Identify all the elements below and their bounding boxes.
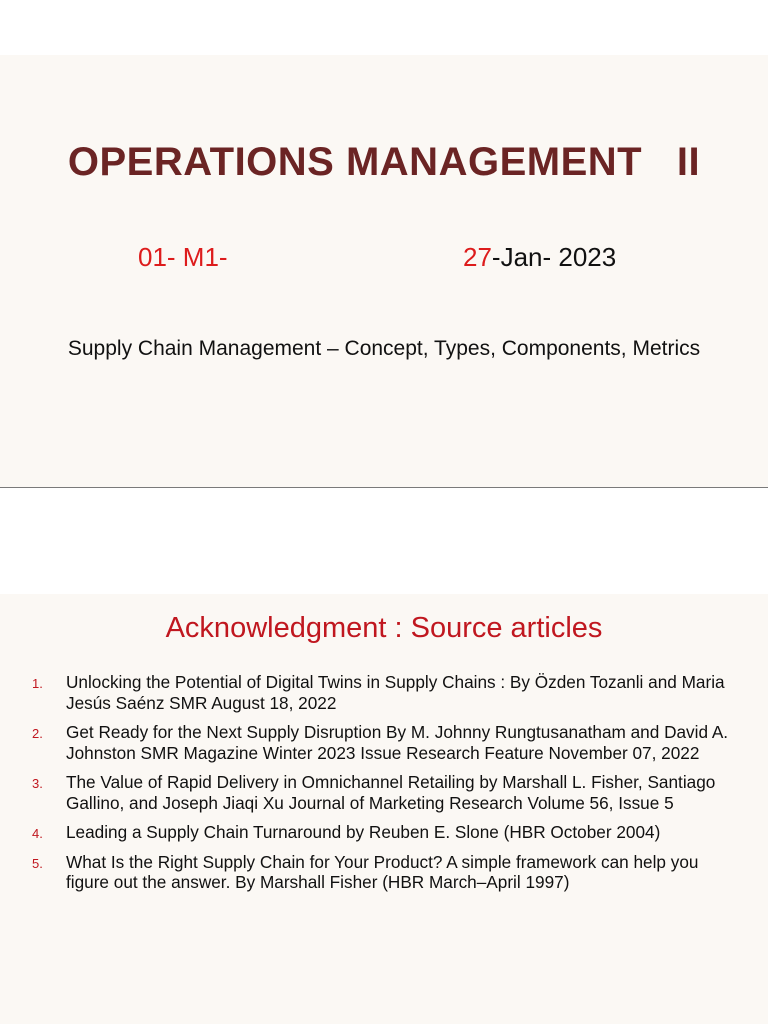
slide-acknowledgment bbox=[0, 594, 768, 1024]
reference-text: Unlocking the Potential of Digital Twins in Supply Chains : By Özden Tozanli and Maria Jesús Saénz SMR August 18, 2022 bbox=[66, 672, 725, 713]
reference-text: What Is the Right Supply Chain for Your Product? A simple framework can help you figure out the answer. By Marshall Fisher (HBR March–April 1997) bbox=[66, 851, 699, 892]
session-date bbox=[463, 242, 616, 273]
acknowledgment-heading: Acknowledgment : Source articles bbox=[165, 612, 603, 644]
date-month-year: -Jan- 2023 bbox=[491, 242, 617, 272]
reference-number: 2. bbox=[32, 726, 43, 741]
date-day: 27 bbox=[463, 242, 492, 272]
reference-item bbox=[26, 672, 738, 713]
reference-text: Leading a Supply Chain Turnaround by Reuben E. Slone (HBR October 2004) bbox=[66, 822, 661, 842]
reference-number: 5. bbox=[32, 855, 43, 871]
reference-number: 4. bbox=[32, 826, 43, 841]
reference-text: The Value of Rapid Delivery in Omnichannel Retailing by Marshall L. Fisher, Santiago Gallino, and Joseph Jiaqi Xu Journal of Marketing Research Volume 56, Issue 5 bbox=[66, 772, 716, 813]
reference-list bbox=[26, 672, 738, 902]
reference-item bbox=[26, 772, 738, 813]
slide-title bbox=[0, 55, 768, 488]
reference-text: Get Ready for the Next Supply Disruption By M. Johnny Rungtusanatham and David A. Johnston SMR Magazine Winter 2023 Issue Research Feature November 07, 2022 bbox=[66, 722, 729, 763]
reference-item bbox=[26, 822, 738, 843]
reference-item bbox=[26, 852, 738, 893]
lecture-subtitle: Supply Chain Management – Concept, Types, Components, Metrics bbox=[67, 337, 701, 360]
reference-number: 1. bbox=[32, 676, 43, 691]
reference-number: 3. bbox=[32, 776, 43, 791]
course-title: OPERATIONS MANAGEMENT II bbox=[67, 140, 701, 184]
session-code: 01- M1- bbox=[138, 242, 228, 272]
reference-item bbox=[26, 722, 738, 763]
